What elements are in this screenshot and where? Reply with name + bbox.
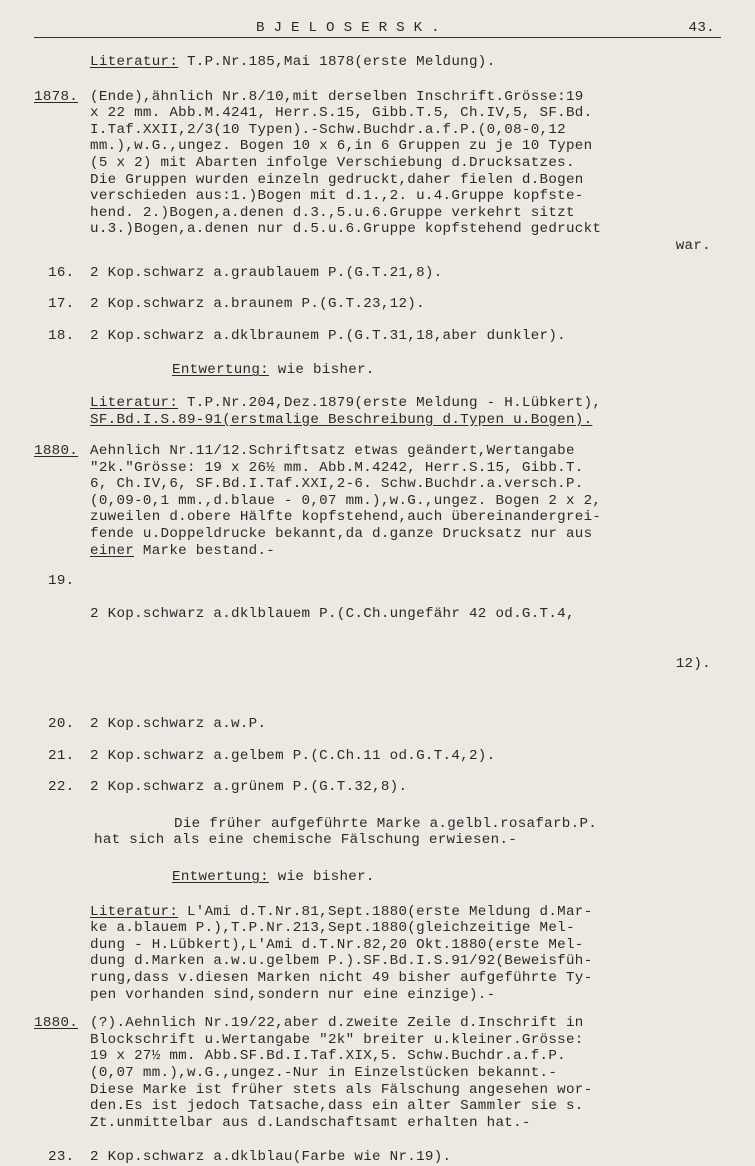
item-number: 23. [48,1149,75,1166]
page-number: 43. [688,20,715,36]
stamp-item-20 [34,716,729,733]
item-number: 16. [48,264,75,281]
text-line: Die früher aufgeführte Marke a.gelbl.rosafarb.P. [174,815,598,832]
issue-1880-a [34,443,729,559]
issue-1880-b [34,1015,729,1131]
page-header [34,18,729,40]
text-line: (0,09-0,1 mm.,d.blaue - 0,07 mm.),w.G.,ungez. Bogen 2 x 2, [90,492,602,509]
issue-year: 1880. [34,1015,79,1032]
stamp-item-16 [34,265,729,282]
text-line: I.Taf.XXII,2/3(10 Typen).-Schw.Buchdr.a.f.P.(0,08-0,12 [90,121,566,138]
item-description: 2 Kop.schwarz a.braunem P.(G.T.23,12). [90,296,425,313]
text-line: mm.),w.G.,ungez. Bogen 10 x 6,in 6 Gruppen zu je 10 Typen [90,138,593,155]
literature-2 [34,395,729,428]
item-description-cont: 12). [675,656,711,673]
text-line: 19 x 27½ mm. Abb.SF.Bd.I.Taf.XIX,5. Schw.Buchdr.a.f.P. [90,1048,566,1065]
issue-year: 1880. [34,443,79,460]
text-line: dung - H.Lübkert),L'Ami d.T.Nr.82,20 Okt.1880(erste Mel- [90,936,584,953]
text-line: rung,dass v.diesen Marken nicht 49 bisher aufgeführte Ty- [90,969,593,986]
issue-1878 [34,89,729,255]
text-line: "2k."Grösse: 19 x 26½ mm. Abb.M.4242, Herr.S.15, Gibb.T. [90,459,584,476]
text-line: fende u.Doppeldrucke bekannt,da d.ganze Drucksatz nur aus [90,526,593,543]
text-line: (0,07 mm.),w.G.,ungez.-Nur in Einzelstücken bekannt.- [90,1064,558,1081]
literature-text: SF.Bd.I.S.89-91(erstmalige Beschreibung d.Typen u.Bogen). [90,411,593,428]
cancellation-label: Entwertung: [172,362,269,379]
text-line: war. [675,237,711,254]
item-number: 22. [48,779,75,796]
text-line: ke a.blauem P.),T.P.Nr.213,Sept.1880(gleichzeitige Mel- [90,920,575,937]
literature-text: L'Ami d.T.Nr.81,Sept.1880(erste Meldung d.Mar- [178,903,593,920]
cancellation-label: Entwertung: [172,868,269,885]
text-line: Blockschrift u.Wertangabe "2k" breiter u.kleiner.Grösse: [90,1031,584,1048]
item-number: 19. [48,573,75,590]
item-description: 2 Kop.schwarz a.dklblau(Farbe wie Nr.19). [90,1149,452,1166]
text-line: (Ende),ähnlich Nr.8/10,mit derselben Inschrift.Grösse:19 [90,88,584,105]
item-number: 20. [48,716,75,732]
text-line: Diese Marke ist früher stets als Fälschung angesehen wor- [90,1081,593,1098]
text-line: verschieden aus:1.)Bogen mit d.1.,2. u.4.Gruppe kopfste- [90,188,584,205]
text-line: 6, Ch.IV,6, SF.Bd.I.Taf.XXI,2-6. Schw.Buchdr.a.versch.P. [90,476,584,493]
literature-text: T.P.Nr.204,Dez.1879(erste Meldung - H.Lübkert), [178,394,602,411]
text-line: Marke bestand.- [134,542,276,559]
item-number: 18. [48,327,75,344]
stamp-item-18 [34,328,729,345]
text-line: hat sich als eine chemische Fälschung erwiesen.- [94,832,518,849]
stamp-item-23 [34,1149,729,1166]
text-line: Zt.unmittelbar aus d.Landschaftsamt erhalten hat.- [90,1114,531,1131]
literature-label: Literatur: [90,903,179,920]
text-line: dung d.Marken a.w.u.gelbem P.).SF.Bd.I.S.91/92(Beweisfüh- [90,953,593,970]
literature-label: Literatur: [90,394,179,411]
issue-year: 1878. [34,88,79,105]
text-line: zuweilen d.obere Hälfte kopfstehend,auch übereinandergrei- [90,509,602,526]
item-description: 2 Kop.schwarz a.graublauem P.(G.T.21,8). [90,264,443,281]
literature-text: T.P.Nr.185,Mai 1878(erste Meldung). [178,54,496,70]
cancellation-2 [34,869,729,886]
text-line: u.3.)Bogen,a.denen nur d.5.u.6.Gruppe kopfstehend gedruckt [90,221,602,238]
stamp-item-21 [34,748,729,765]
stamp-item-17 [34,296,729,313]
item-description: 2 Kop.schwarz a.w.P. [90,716,267,732]
literature-3 [34,904,729,1004]
stamp-item-19 [34,573,729,706]
cancellation-1 [34,362,729,379]
item-description: 2 Kop.schwarz a.dklblauem P.(C.Ch.ungefähr 42 od.G.T.4, [90,606,575,623]
item-description: 2 Kop.schwarz a.grünem P.(G.T.32,8). [90,779,408,796]
text-line: Die Gruppen wurden einzeln gedruckt,daher fielen d.Bogen [90,171,584,188]
text-line: (?).Aehnlich Nr.19/22,aber d.zweite Zeile d.Inschrift in [90,1015,584,1032]
text-line: hend. 2.)Bogen,a.denen d.3.,5.u.6.Gruppe verkehrt sitzt [90,204,575,221]
text-line: pen vorhanden sind,sondern nur eine einzige).- [90,986,496,1003]
forgery-note [34,816,729,849]
item-description: 2 Kop.schwarz a.gelbem P.(C.Ch.11 od.G.T.4,2). [90,747,496,764]
text-line: x 22 mm. Abb.M.4241, Herr.S.15, Gibb.T.5, Ch.IV,5, SF.Bd. [90,105,593,122]
item-description: 2 Kop.schwarz a.dklbraunem P.(G.T.31,18,aber dunkler). [90,327,566,344]
literature-1 [34,54,729,71]
header-rule [34,37,721,38]
emphasis-word: einer [90,542,135,559]
cancellation-text: wie bisher. [268,362,375,379]
cancellation-text: wie bisher. [268,868,375,885]
stamp-item-22 [34,779,729,796]
item-number: 21. [48,747,75,764]
literature-label: Literatur: [90,54,179,70]
text-line: Aehnlich Nr.11/12.Schriftsatz etwas geändert,Wertangabe [90,443,575,460]
page-title: BJELOSERSK. [256,20,449,36]
item-number: 17. [48,296,75,313]
text-line: (5 x 2) mit Abarten infolge Verschiebung d.Drucksatzes. [90,154,575,171]
text-line: den.Es ist jedoch Tatsache,dass ein alter Sammler sie s. [90,1098,584,1115]
